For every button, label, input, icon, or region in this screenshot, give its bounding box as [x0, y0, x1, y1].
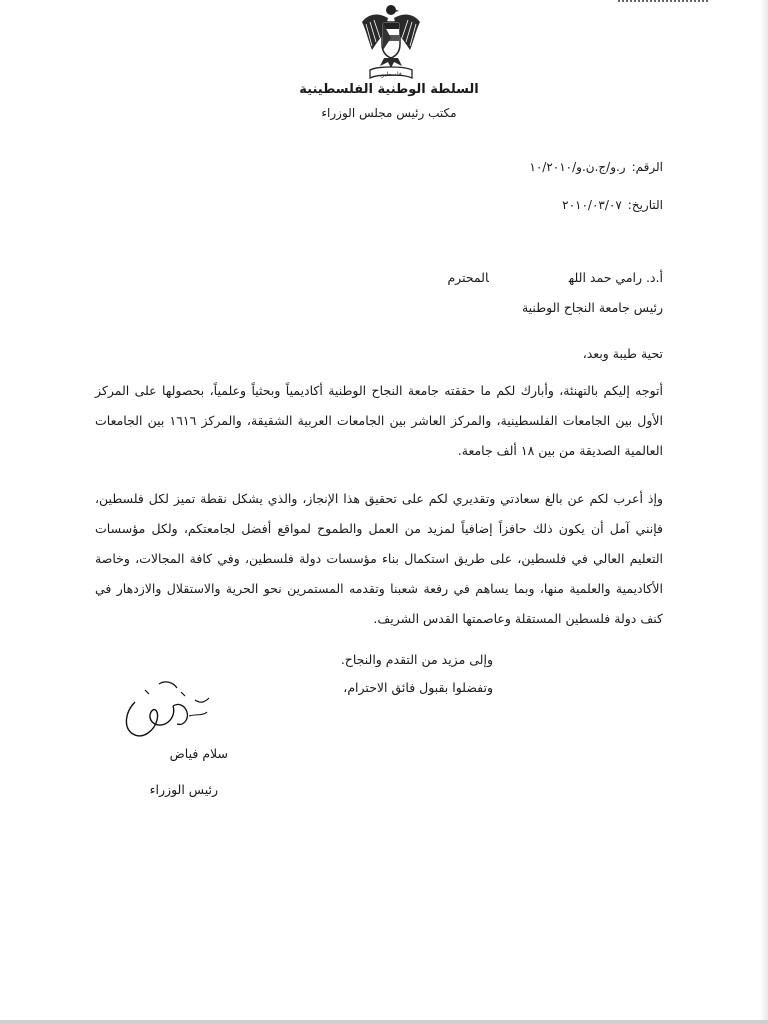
office-name-text: مكتب رئيس مجلس الوزراء [321, 106, 457, 120]
body-paragraph-1: أتوجه إليكم بالتهنئة، وأبارك لكم ما حققته جامعة النجاح الوطنية أكاديمياً وبحثياً وعلمياً، بحصولها على المركز الأول بين الجامعات الفلسطينية، والمركز العاشر بين الجامعات العربية الشقيقة، والمركز ١٦١٦ بين الجامعات العالمية الصديقة من بين ١٨ ألف جامعة. [95, 383, 663, 458]
signatory-name: سلام فياض [169, 746, 228, 761]
reference-value: ر.و/ج.ن.و/١٠/٢٠١٠ [529, 160, 626, 174]
handwritten-signature [115, 672, 215, 744]
reference-label: الرقم: [631, 160, 663, 174]
closing-line-1: وإلى مزيد من التقدم والنجاح. [340, 652, 493, 667]
organization-name-text: السلطة الوطنية الفلسطينية [299, 82, 479, 97]
reference-line [529, 160, 663, 174]
organization-name [0, 82, 768, 97]
greeting: تحية طيبة وبعد، [582, 346, 663, 361]
office-name [0, 106, 768, 120]
date-label: التاريخ: [627, 198, 663, 212]
signatory-title: رئيس الوزراء [149, 782, 218, 797]
recipient-title: رئيس جامعة النجاح الوطنية [521, 300, 663, 315]
emblem-caption: فلسطين [380, 71, 402, 78]
closing-line-2: وتفضلوا بقبول فائق الاحترام، [343, 680, 493, 695]
recipient-honorific: المحترم [447, 270, 489, 285]
recipient-name: أ.د. رامي حمد الله [568, 270, 663, 285]
body-paragraph-2: وإذ أعرب لكم عن بالغ سعادتي وتقديري لكم على تحقيق هذا الإنجاز، والذي يشكل نقطة تميز لكل فلسطين، فإنني آمل أن يكون ذلك حافزاً إضافياً لمزيد من العمل والطموح لمواقع أفضل لجامعتكم، ولكل مؤسسات التعليم العالي في فلسطين، على طريق استكمال بناء مؤسسات دولة فلسطين، وفي كافة المجالات، وخاصة الأكاديمية والعلمية منها، وبما يساهم في رفعة شعبنا وتقدمه المستمرين نحو الحرية والاستقلال والازدهار في كنف دولة فلسطين المستقلة وعاصمتها القدس الشريف. [95, 491, 663, 626]
date-line [562, 198, 663, 212]
recipient-line [447, 270, 663, 285]
date-value: ٢٠١٠/٠٣/٠٧ [562, 198, 622, 212]
scan-artifact [618, 0, 708, 7]
scan-edge-right [760, 0, 768, 1024]
scan-edge-bottom [0, 1020, 768, 1024]
eagle-emblem-icon [358, 0, 424, 84]
